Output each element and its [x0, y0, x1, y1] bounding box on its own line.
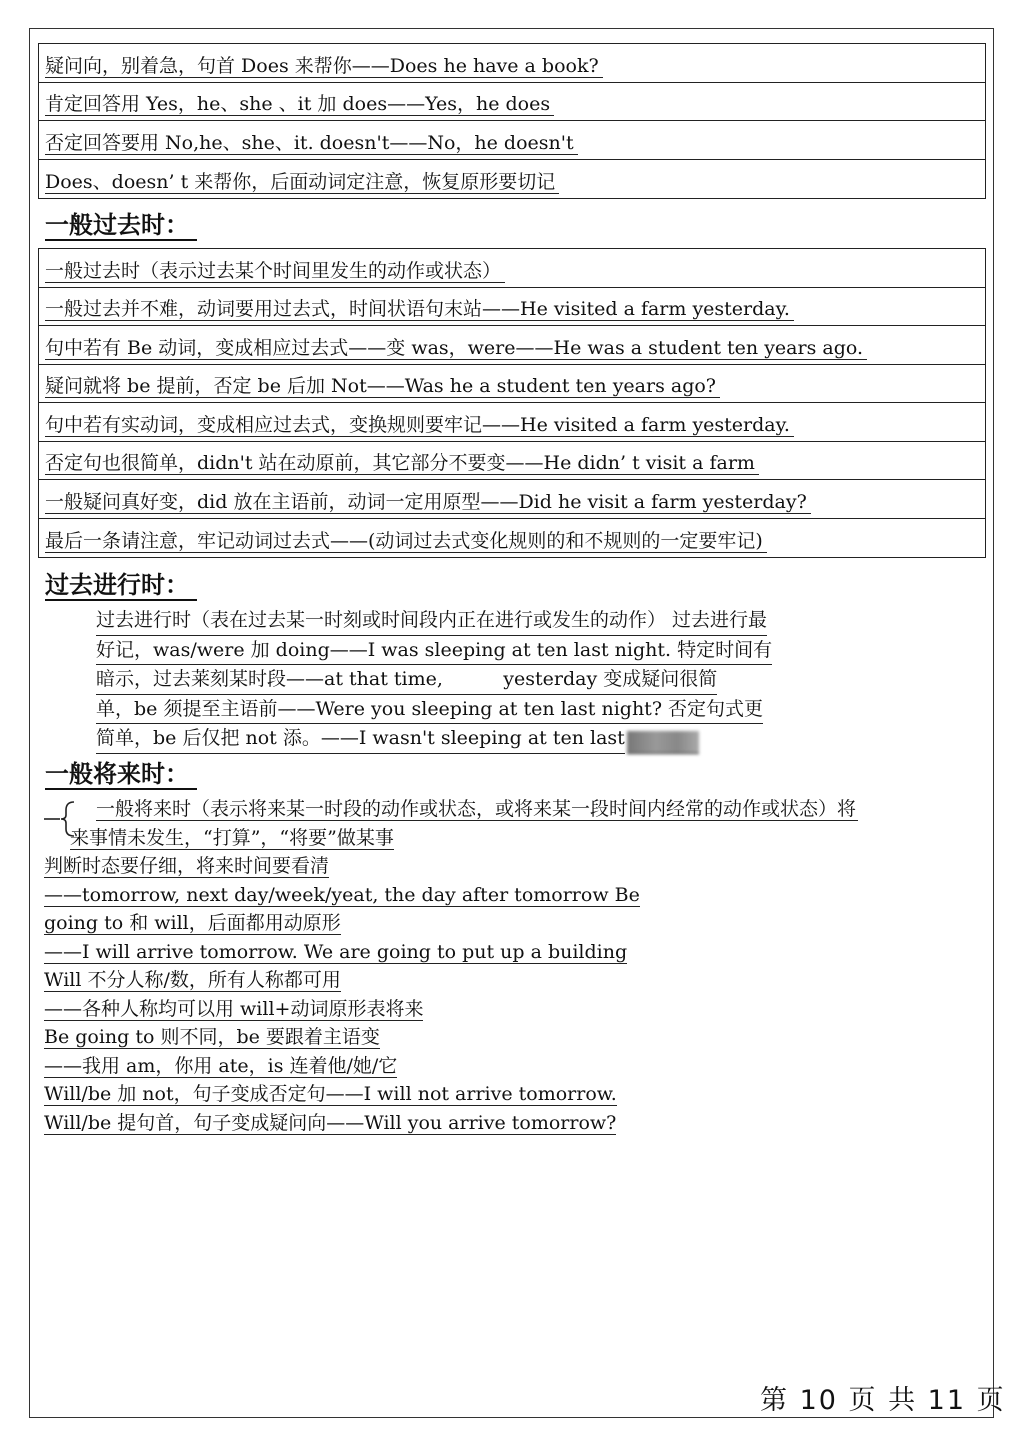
table-cell-text: 一般疑问真好变，did 放在主语前，动词一定用原型——Did he visit a farm yesterday? — [45, 491, 811, 514]
table-row — [39, 121, 985, 160]
line-text: 过去进行时（表在过去某一时刻或时间段内正在进行或发生的动作） 过去进行最 — [96, 606, 767, 636]
table-row — [39, 44, 985, 83]
line-text: 判断时态要仔细，将来时间要看清 — [44, 855, 330, 877]
line-text: 好记，was/were 加 doing——I was sleeping at ten last night. 特定时间有 — [96, 636, 772, 666]
table-cell-text: 疑问就将 be 提前，否定 be 后加 Not——Was he a student ten years ago? — [45, 375, 720, 398]
table-cell-text: 否定回答要用 No,he、she、it. doesn't——No，he doesn't — [45, 132, 578, 155]
list-line — [44, 795, 994, 824]
line-text: 单，be 须提至主语前——Were you sleeping at ten last night? 否定句式更 — [96, 695, 763, 725]
line-text: ——各种人称均可以用 will+动词原形表将来 — [44, 997, 424, 1020]
list-line — [44, 881, 994, 910]
table-cell-text: 一般过去时（表示过去某个时间里发生的动作或状态） — [45, 260, 505, 283]
simple-future-list — [44, 795, 994, 1137]
list-line — [44, 824, 994, 853]
list-line — [44, 852, 994, 881]
line-text: ——tomorrow, next day/week/yeat, the day after tomorrow Be — [44, 883, 640, 906]
table-row — [39, 326, 985, 365]
simple-past-heading: 一般过去时： — [45, 211, 197, 241]
paragraph-line — [96, 636, 886, 666]
list-line — [44, 909, 994, 938]
table-cell-text: 句中若有 Be 动词，变成相应过去式——变 was，were——He was a student ten years ago. — [45, 337, 867, 360]
line-text: Will/be 提句首，句子变成疑问向——Will you arrive tomorrow? — [44, 1111, 617, 1134]
line-text: ——我用 am，你用 ate，is 连着他/她/它 — [44, 1054, 398, 1077]
simple-past-table — [38, 248, 986, 558]
table-row — [39, 442, 985, 481]
line-text: ——I will arrive tomorrow. We are going to put up a building — [44, 940, 628, 963]
line-text: Be going to 则不同，be 要跟着主语变 — [44, 1026, 380, 1048]
list-line — [44, 1109, 994, 1138]
table-cell-text: 肯定回答用 Yes，he、she 、it 加 does——Yes，he does — [45, 93, 554, 116]
line-text: 简单，be 后仅把 not 添。——I wasn't sleeping at ten last — [96, 724, 625, 754]
table-cell-text: Does、doesn’ t 来帮你，后面动词定注意，恢复原形要切记 — [45, 171, 559, 194]
list-line — [44, 1023, 994, 1052]
list-line — [44, 966, 994, 995]
paragraph-line — [96, 606, 886, 636]
table-row — [39, 249, 985, 288]
line-text: Will/be 加 not，句子变成否定句——I will not arrive tomorrow. — [44, 1083, 617, 1105]
paragraph-line — [96, 724, 886, 754]
table-row — [39, 519, 985, 558]
list-line — [44, 938, 994, 967]
present-tense-table — [38, 43, 986, 199]
table-row — [39, 365, 985, 404]
table-row — [39, 83, 985, 122]
paragraph-line — [96, 695, 886, 725]
table-cell-text: 疑问向，别着急，句首 Does 来帮你——Does he have a book? — [45, 55, 603, 78]
table-cell-text: 句中若有实动词，变成相应过去式，变换规则要牢记——He visited a farm yesterday. — [45, 414, 794, 437]
list-line — [44, 1052, 994, 1081]
line-text: going to 和 will，后面都用动原形 — [44, 912, 341, 934]
table-cell-text: 一般过去并不难，动词要用过去式，时间状语句末站——He visited a farm yesterday. — [45, 298, 794, 321]
table-row — [39, 160, 985, 199]
line-text: 来事情未发生，“打算”，“将要”做某事 — [70, 826, 394, 849]
list-line — [44, 1080, 994, 1109]
simple-future-heading: 一般将来时： — [45, 760, 197, 790]
list-line — [44, 995, 994, 1024]
table-cell-text: 最后一条请注意，牢记动词过去式——(动词过去式变化规则的和不规则的一定要牢记) — [45, 530, 767, 553]
paragraph-line — [96, 665, 886, 695]
table-row — [39, 480, 985, 519]
table-row — [39, 288, 985, 327]
line-text: Will 不分人称/数，所有人称都可用 — [44, 969, 341, 991]
redacted-blur — [627, 731, 699, 754]
page-number-footer: 第 10 页 共 11 页 — [760, 1385, 1006, 1416]
line-text: 暗示，过去莱刻某时段——at that time, yesterday 变成疑问很简 — [96, 665, 717, 695]
table-cell-text: 否定句也很简单，didn't 站在动原前，其它部分不要变——He didn’ t visit a farm — [45, 452, 759, 475]
past-continuous-heading: 过去进行时： — [45, 571, 197, 601]
line-text: 一般将来时（表示将来某一时段的动作或状态，或将来某一段时间内经常的动作或状态）将 — [96, 798, 857, 820]
table-row — [39, 403, 985, 442]
past-continuous-paragraph — [96, 606, 886, 754]
